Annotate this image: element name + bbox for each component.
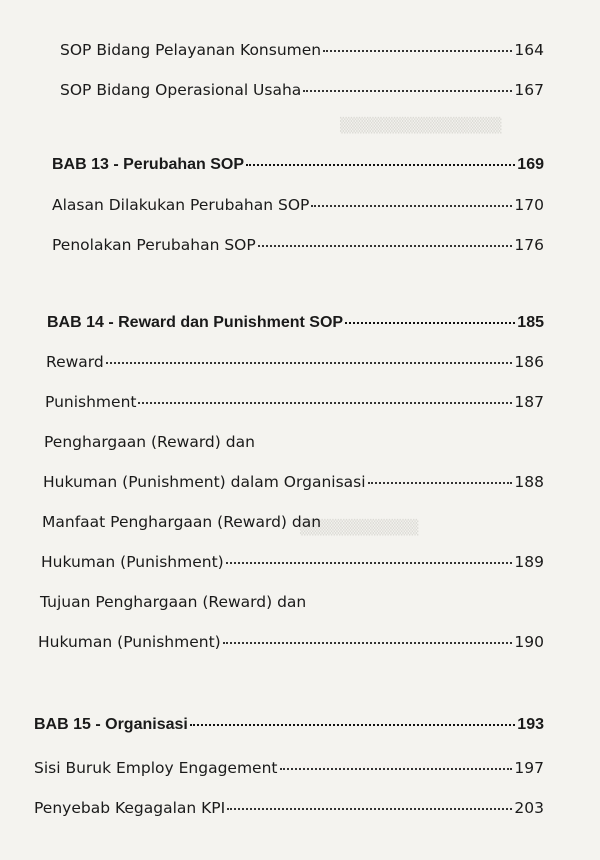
toc-chapter-entry[interactable] xyxy=(34,715,544,735)
toc-entry-title: Sisi Buruk Employ Engagement xyxy=(34,759,278,777)
dot-leader xyxy=(311,205,512,207)
toc-entry-line[interactable] xyxy=(42,512,321,532)
toc-entry-title: SOP Bidang Pelayanan Konsumen xyxy=(60,41,322,59)
toc-entry-page: 170 xyxy=(514,196,544,214)
toc-entry[interactable] xyxy=(52,235,544,255)
toc-entry[interactable] xyxy=(41,552,544,572)
dot-leader xyxy=(190,724,515,726)
toc-entry[interactable] xyxy=(45,392,544,412)
toc-entry-line[interactable] xyxy=(40,592,306,612)
toc-entry-page: 189 xyxy=(514,553,544,571)
toc-chapter-title: BAB 14 - Reward dan Punishment SOP xyxy=(47,314,344,331)
toc-entry[interactable] xyxy=(52,195,544,215)
toc-entry-title: Hukuman (Punishment) xyxy=(41,553,224,571)
toc-entry[interactable] xyxy=(38,632,544,652)
dot-leader xyxy=(138,402,512,404)
toc-entry-title: Tujuan Penghargaan (Reward) dan xyxy=(40,593,307,611)
toc-entry[interactable] xyxy=(60,80,544,100)
toc-entry-page: 185 xyxy=(517,314,544,331)
toc-entry-page: 169 xyxy=(517,156,544,173)
toc-entry-page: 190 xyxy=(514,633,544,651)
toc-entry-title: SOP Bidang Operasional Usaha xyxy=(60,81,302,99)
show-through-text: ▒▒▒▒▒▒▒▒▒▒▒▒▒▒▒ xyxy=(340,118,502,134)
toc-chapter-entry[interactable] xyxy=(52,155,544,175)
toc-entry-title: Hukuman (Punishment) xyxy=(38,633,221,651)
toc-entry[interactable] xyxy=(43,472,544,492)
show-through-text: ▒▒▒▒▒▒▒▒▒▒▒ xyxy=(300,520,419,536)
dot-leader xyxy=(246,164,515,166)
toc-entry[interactable] xyxy=(34,798,544,818)
dot-leader xyxy=(223,642,513,644)
toc-entry-page: 203 xyxy=(514,799,544,817)
toc-entry[interactable] xyxy=(60,40,544,60)
toc-entry-title: Reward xyxy=(46,353,104,371)
toc-entry-page: 188 xyxy=(514,473,544,491)
toc-entry-title: Hukuman (Punishment) dalam Organisasi xyxy=(43,473,366,491)
toc-entry-page: 193 xyxy=(517,716,544,733)
toc-entry-title: Penyebab Kegagalan KPI xyxy=(34,799,226,817)
toc-entry-title: Penghargaan (Reward) dan xyxy=(44,433,255,451)
dot-leader xyxy=(258,245,513,247)
dot-leader xyxy=(280,768,513,770)
toc-entry-page: 186 xyxy=(514,353,544,371)
toc-entry-title: Alasan Dilakukan Perubahan SOP xyxy=(52,196,310,214)
toc-chapter-title: BAB 13 - Perubahan SOP xyxy=(52,156,245,173)
toc-entry-page: 187 xyxy=(514,393,544,411)
dot-leader xyxy=(368,482,513,484)
toc-chapter-entry[interactable] xyxy=(47,313,544,333)
dot-leader xyxy=(345,322,515,324)
dot-leader xyxy=(226,562,513,564)
toc-entry-title: Penolakan Perubahan SOP xyxy=(52,236,256,254)
dot-leader xyxy=(303,90,512,92)
dot-leader xyxy=(106,362,513,364)
toc-chapter-title: BAB 15 - Organisasi xyxy=(34,716,188,733)
toc-entry[interactable] xyxy=(46,352,544,372)
toc-entry-title: Punishment xyxy=(45,393,137,411)
toc-entry-page: 197 xyxy=(514,759,544,777)
dot-leader xyxy=(227,808,512,810)
toc-entry-page: 167 xyxy=(514,81,544,99)
toc-entry-title: Manfaat Penghargaan (Reward) dan xyxy=(42,513,322,531)
toc-entry-line[interactable] xyxy=(44,432,255,452)
toc-entry-page: 164 xyxy=(514,41,544,59)
dot-leader xyxy=(323,50,512,52)
toc-entry-page: 176 xyxy=(514,236,544,254)
toc-entry[interactable] xyxy=(34,758,544,778)
